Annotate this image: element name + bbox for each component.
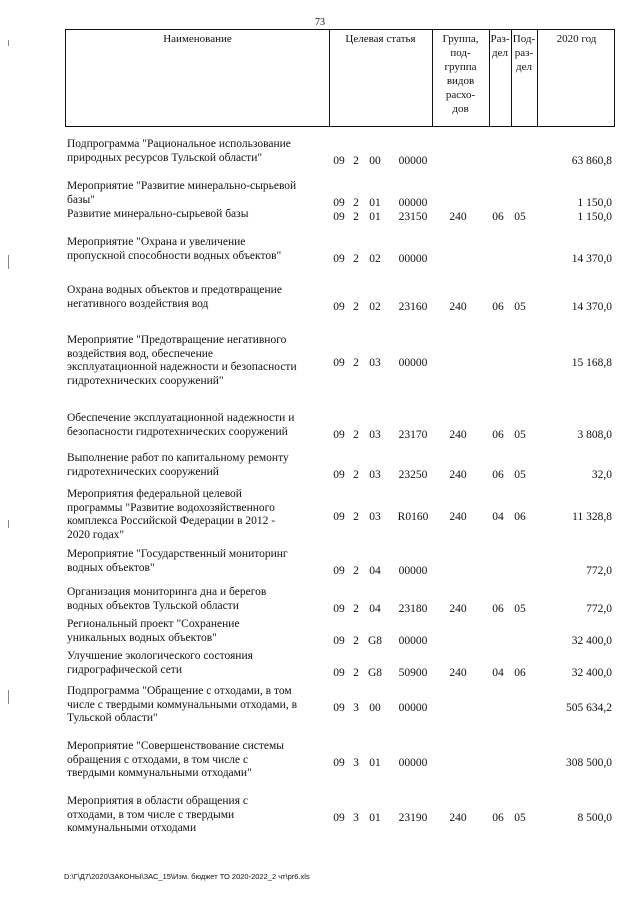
row-name-line: Мероприятие "Предотвращение негативного xyxy=(67,334,287,346)
section-code: 04 xyxy=(492,511,504,524)
code-program: 09 xyxy=(333,357,345,370)
subsection-code: 05 xyxy=(514,428,526,441)
code-subprogram: 2 xyxy=(353,666,359,679)
header-line: расхо- xyxy=(445,89,476,101)
table-header xyxy=(65,29,615,127)
code-program: 09 xyxy=(333,811,345,824)
code-subprogram: 2 xyxy=(353,211,359,223)
code-subprogram: 2 xyxy=(353,468,359,481)
row-name xyxy=(67,548,329,575)
section-code: 06 xyxy=(492,211,504,223)
margin-mark xyxy=(8,40,9,46)
code-direction: 00000 xyxy=(398,564,428,577)
expense-group: 240 xyxy=(449,666,467,679)
row-name-line: 2020 годах" xyxy=(67,528,125,541)
section-code: 06 xyxy=(492,602,504,615)
code-event: 04 xyxy=(369,602,381,615)
row-name xyxy=(67,618,329,645)
row-name xyxy=(67,685,329,726)
amount-2020: 772,0 xyxy=(586,602,612,615)
row-name-line: Мероприятие "Охрана и увеличение xyxy=(67,236,246,248)
row-name-line: негативного воздействия вод xyxy=(67,297,209,310)
row-name xyxy=(67,488,329,542)
row-name-line: Улучшение экологического состояния xyxy=(67,650,253,662)
header-year: 2020 год xyxy=(556,33,597,45)
row-name-line: обращения с отходами, в том числе с xyxy=(67,753,249,766)
header-expense-group xyxy=(432,32,489,116)
row-name xyxy=(67,284,329,311)
row-name-line: Подпрограмма "Рациональное использование xyxy=(67,138,291,150)
margin-mark xyxy=(8,520,9,528)
row-name-line: Мероприятия федеральной целевой xyxy=(67,488,242,500)
code-event: 01 xyxy=(369,811,381,824)
file-path-footer: D:\Г\Д7\2020\ЗАКОНЫ\ЗАС_15\Изм. бюджет ТО 2020-2022_2 чт\pr6.xls xyxy=(64,872,310,881)
code-subprogram: 2 xyxy=(353,252,359,265)
row-name xyxy=(67,740,329,781)
header-line: дел xyxy=(516,61,532,73)
expense-group: 240 xyxy=(449,300,467,313)
amount-2020: 308 500,0 xyxy=(566,756,612,769)
row-name-line: коммунальными отходами xyxy=(67,822,197,834)
margin-mark xyxy=(8,255,9,269)
row-name-line: Тульской области" xyxy=(67,712,158,724)
row-name-line: Обеспечение эксплуатационной надежности и xyxy=(67,412,295,424)
header-line: дов xyxy=(452,103,469,115)
code-event: 03 xyxy=(369,428,381,441)
amount-2020: 505 634,2 xyxy=(566,701,612,714)
header-subsection xyxy=(511,32,537,74)
header-line: дел xyxy=(492,47,508,59)
header-line: Под- xyxy=(512,33,536,45)
expense-group: 240 xyxy=(449,811,467,824)
code-program: 09 xyxy=(333,602,345,615)
amount-2020: 1 150,0 xyxy=(577,211,612,223)
code-subprogram: 3 xyxy=(353,701,359,714)
row-name-line: Мероприятие "Совершенствование системы xyxy=(67,740,285,752)
expense-group: 240 xyxy=(449,428,467,441)
code-program: 09 xyxy=(333,300,345,313)
section-code: 06 xyxy=(492,300,504,313)
code-subprogram: 2 xyxy=(353,428,359,441)
row-name-line: Организация мониторинга дна и берегов xyxy=(67,586,267,598)
expense-group: 240 xyxy=(449,511,467,524)
row-name-line: природных ресурсов Тульской области" xyxy=(67,151,263,164)
subsection-code: 06 xyxy=(514,511,526,524)
code-event: G8 xyxy=(367,634,383,647)
row-name-line: Мероприятие "Развитие минерально-сырьевой xyxy=(67,180,297,192)
subsection-code: 05 xyxy=(514,211,526,223)
section-code: 06 xyxy=(492,428,504,441)
amount-2020: 15 168,8 xyxy=(571,357,612,370)
code-direction: 00000 xyxy=(398,357,428,370)
row-name-line: пропускной способности водных объектов" xyxy=(67,249,282,262)
code-event: 02 xyxy=(369,300,381,313)
code-program: 09 xyxy=(333,154,345,167)
code-event: 00 xyxy=(369,154,381,167)
code-direction: 23190 xyxy=(398,811,428,824)
subsection-code: 05 xyxy=(514,602,526,615)
amount-2020: 32,0 xyxy=(591,468,612,481)
row-name xyxy=(67,138,329,165)
row-name-line: водных объектов Тульской области xyxy=(67,599,239,612)
code-direction: 50900 xyxy=(398,666,428,679)
code-direction: 00000 xyxy=(398,154,428,167)
amount-2020: 1 150,0 xyxy=(577,196,612,209)
code-subprogram: 2 xyxy=(353,154,359,167)
code-subprogram: 2 xyxy=(353,602,359,615)
amount-2020: 32 400,0 xyxy=(571,666,612,679)
code-direction: 00000 xyxy=(398,701,428,714)
header-line: группа xyxy=(444,61,477,73)
code-program: 09 xyxy=(333,756,345,769)
row-name-line: базы" xyxy=(67,193,95,206)
header-section xyxy=(489,32,511,60)
code-event: 03 xyxy=(369,468,381,481)
amount-2020: 8 500,0 xyxy=(577,811,612,824)
amount-2020: 32 400,0 xyxy=(571,634,612,647)
code-event: 00 xyxy=(369,701,381,714)
code-direction: 00000 xyxy=(398,252,428,265)
amount-2020: 14 370,0 xyxy=(571,300,612,313)
code-subprogram: 3 xyxy=(353,811,359,824)
code-event: 01 xyxy=(369,211,381,223)
amount-2020: 772,0 xyxy=(586,564,612,577)
code-direction: R0160 xyxy=(397,511,429,524)
code-program: 09 xyxy=(333,511,345,524)
row-name-line: Охрана водных объектов и предотвращение xyxy=(67,284,282,296)
amount-2020: 3 808,0 xyxy=(577,428,612,441)
row-name xyxy=(67,452,329,479)
code-subprogram: 2 xyxy=(353,634,359,647)
subsection-code: 05 xyxy=(514,468,526,481)
row-name-line: Развитие минерально-сырьевой базы xyxy=(67,208,249,220)
code-subprogram: 2 xyxy=(353,300,359,313)
code-subprogram: 2 xyxy=(353,357,359,370)
row-name-line: Региональный проект "Сохранение xyxy=(67,618,240,630)
code-program: 09 xyxy=(333,564,345,577)
code-direction: 23150 xyxy=(398,211,428,223)
code-program: 09 xyxy=(333,666,345,679)
code-direction: 00000 xyxy=(398,756,428,769)
code-program: 09 xyxy=(333,468,345,481)
code-event: 01 xyxy=(369,196,381,209)
row-name xyxy=(67,650,329,677)
row-name xyxy=(67,795,329,836)
row-name xyxy=(67,412,329,439)
row-name xyxy=(67,586,329,613)
subsection-code: 05 xyxy=(514,300,526,313)
code-event: 01 xyxy=(369,756,381,769)
code-direction: 00000 xyxy=(398,196,428,209)
row-name-line: гидротехнических сооружений" xyxy=(67,374,224,387)
code-program: 09 xyxy=(333,211,345,223)
code-direction: 23170 xyxy=(398,428,428,441)
code-program: 09 xyxy=(333,252,345,265)
expense-group: 240 xyxy=(449,211,467,223)
code-event: G8 xyxy=(367,666,383,679)
amount-2020: 63 860,8 xyxy=(571,154,612,167)
subsection-code: 06 xyxy=(514,666,526,679)
row-name-line: водных объектов" xyxy=(67,561,155,574)
header-target-article: Целевая статья xyxy=(345,33,416,45)
header-line: видов xyxy=(446,75,475,87)
code-event: 02 xyxy=(369,252,381,265)
code-direction: 23180 xyxy=(398,602,428,615)
row-name-line: комплекса Российской Федерации в 2012 - xyxy=(67,515,276,527)
row-name-line: числе с твердыми коммунальными отходами, в xyxy=(67,698,298,711)
row-name-line: Мероприятие "Государственный мониторинг xyxy=(67,548,288,560)
row-name-line: гидротехнических сооружений xyxy=(67,465,219,478)
row-name-line: эксплуатационной надежности и безопасности xyxy=(67,361,297,373)
row-name-line: твердыми коммунальными отходами" xyxy=(67,767,252,779)
code-subprogram: 3 xyxy=(353,756,359,769)
section-code: 06 xyxy=(492,811,504,824)
margin-mark xyxy=(8,690,9,704)
code-direction: 23160 xyxy=(398,300,428,313)
row-name-line: воздействия вод, обеспечение xyxy=(67,347,214,360)
header-line: раз- xyxy=(514,47,534,59)
row-name-line: программы "Развитие водохозяйственного xyxy=(67,501,275,514)
expense-group: 240 xyxy=(449,602,467,615)
amount-2020: 14 370,0 xyxy=(571,252,612,265)
row-name-line: Мероприятия в области обращения с xyxy=(67,795,248,807)
header-line: Раз- xyxy=(490,33,510,45)
code-program: 09 xyxy=(333,428,345,441)
section-code: 04 xyxy=(492,666,504,679)
row-name xyxy=(67,180,329,207)
expense-group: 240 xyxy=(449,468,467,481)
code-subprogram: 2 xyxy=(353,564,359,577)
code-event: 04 xyxy=(369,564,381,577)
code-program: 09 xyxy=(333,701,345,714)
code-event: 03 xyxy=(369,511,381,524)
code-event: 03 xyxy=(369,357,381,370)
row-name-line: Выполнение работ по капитальному ремонту xyxy=(67,452,289,464)
code-program: 09 xyxy=(333,634,345,647)
subsection-code: 05 xyxy=(514,811,526,824)
header-line: Группа, xyxy=(442,33,479,45)
amount-2020: 11 328,8 xyxy=(572,511,612,524)
code-direction: 00000 xyxy=(398,634,428,647)
row-name-line: безопасности гидротехнических сооружений xyxy=(67,425,288,438)
row-name xyxy=(67,334,329,388)
row-name-line: гидрографической сети xyxy=(67,663,182,676)
row-name-line: уникальных водных объектов" xyxy=(67,631,217,644)
section-code: 06 xyxy=(492,468,504,481)
header-name: Наименование xyxy=(163,33,232,45)
row-name xyxy=(67,208,329,222)
code-subprogram: 2 xyxy=(353,511,359,524)
header-line: под- xyxy=(450,47,471,59)
page-number: 73 xyxy=(315,17,325,28)
row-name-line: Подпрограмма "Обращение с отходами, в том xyxy=(67,685,292,697)
code-subprogram: 2 xyxy=(353,196,359,209)
code-direction: 23250 xyxy=(398,468,428,481)
row-name xyxy=(67,236,329,263)
code-program: 09 xyxy=(333,196,345,209)
row-name-line: отходами, в том числе с твердыми xyxy=(67,808,235,821)
